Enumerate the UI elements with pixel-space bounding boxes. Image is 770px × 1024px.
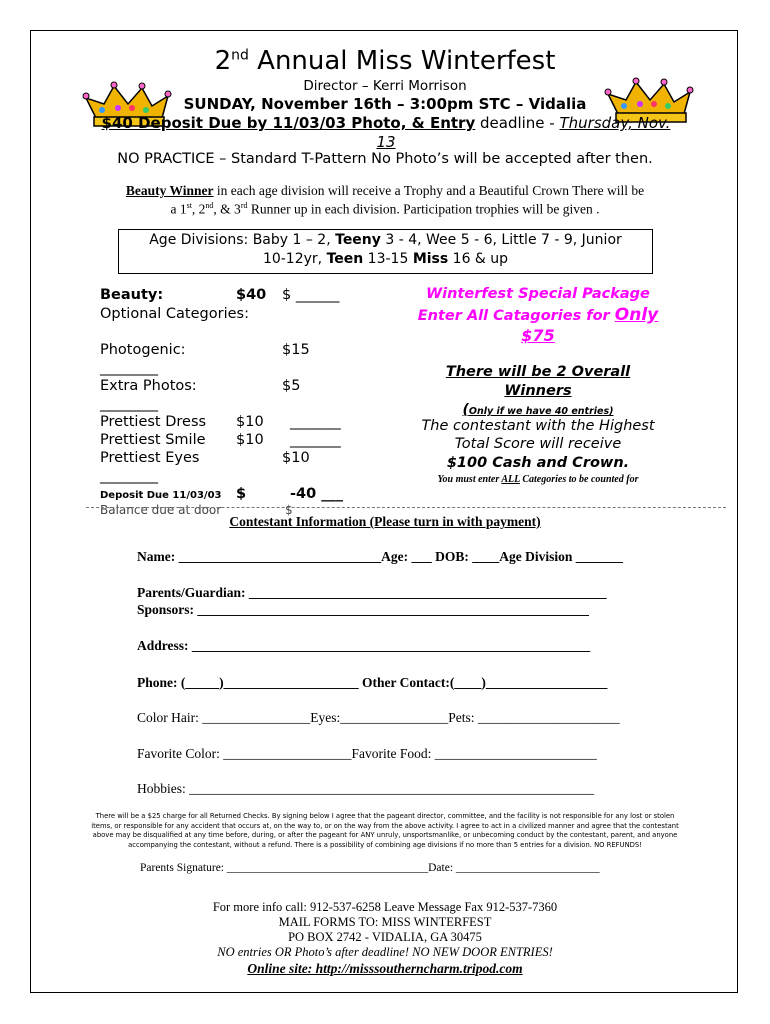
deposit-amount: -40 ___ (290, 486, 343, 502)
special-package-title: Winterfest Special Package (426, 286, 650, 302)
prettiest-dress-label: Prettiest Dress (100, 414, 207, 430)
optional-categories-label: Optional Categories: (100, 306, 249, 322)
extra-photos-label: Extra Photos: (100, 378, 197, 394)
highest-score-line2: Total Score will receive (454, 436, 622, 452)
prettiest-smile-amount-field[interactable]: _______ (290, 432, 341, 448)
balance-due-clipped: Balance due at door (100, 503, 222, 517)
director-line: Director – Kerri Morrison (303, 78, 467, 94)
prettiest-eyes-price: $10 (282, 450, 310, 466)
no-entries-line: NO entries OR Photo’s after deadline! NO NEW DOOR ENTRIES! (217, 945, 553, 959)
online-site-link[interactable]: Online site: http://misssoutherncharm.tripod.com (247, 961, 523, 976)
prettiest-smile-label: Prettiest Smile (100, 432, 206, 448)
deposit-deadline: $40 Deposit Due by 11/03/03 Photo, & Entry deadline - Thursday, Nov. 13 (101, 114, 671, 151)
overall-winners-note: (Only if we have 40 entries) (462, 402, 614, 418)
page-title: 2nd Annual Miss Winterfest (214, 46, 556, 76)
no-practice-line: NO PRACTICE – Standard T-Pattern No Photo’s will be accepted after then. (117, 151, 653, 167)
prettiest-smile-price: $10 (236, 432, 264, 448)
deposit-due-label: Deposit Due 11/03/03 (100, 490, 222, 501)
beauty-label: Beauty: (100, 287, 164, 303)
overall-winners-line2: Winners (504, 383, 572, 399)
cash-and-crown: $100 Cash and Crown. (446, 455, 630, 471)
favorites-row[interactable]: Favorite Color: ___________________Favorite Food: ________________________ (137, 746, 597, 761)
highest-score-line1: The contestant with the Highest (421, 418, 655, 434)
extra-photos-amount-field[interactable]: ________ (100, 396, 158, 412)
parents-guardian-field[interactable]: Parents/Guardian: _____________________________________________________ (137, 585, 607, 600)
photogenic-amount-field[interactable]: ________ (100, 360, 158, 376)
age-divisions-line2: 10-12yr, Teen 13-15 Miss 16 & up (262, 251, 509, 267)
prettiest-eyes-label: Prettiest Eyes (100, 450, 200, 466)
address-field[interactable]: Address: ___________________________________________________________ (137, 638, 591, 653)
beauty-amount-field[interactable]: $ ______ (282, 287, 340, 303)
hobbies-field[interactable]: Hobbies: ____________________________________________________________ (137, 781, 595, 796)
legal-disclaimer: There will be a $25 charge for all Returned Checks. By signing below I agree that the pageant director, committee, and the facility is not responsible for any lost or stolen items, or responsible for any accident that occurs at, on the way to, or on the way from the above activity. I agree to act in a civilized manner and agree that the contestant above may be disqualified at any time before, during, or after the pageant for ANY unruly, unsportsmanlike, or unbecoming conduct by the contestant, parent, and anyone accompanying the contestant, without a refund. There is a possibility of combining age divisions if no more than 5 entries for a division. NO REFUNDS! (91, 812, 679, 849)
cut-line-divider (86, 507, 726, 508)
prettiest-eyes-amount-field[interactable]: ________ (100, 468, 158, 484)
age-divisions-line1: Age Divisions: Baby 1 – 2, Teeny 3 - 4, Wee 5 - 6, Little 7 - 9, Junior (149, 232, 622, 248)
deposit-dollar: $ (236, 486, 247, 502)
prettiest-dress-amount-field[interactable]: _______ (290, 414, 341, 430)
beauty-price: $40 (236, 287, 267, 303)
mail-forms-line: MAIL FORMS TO: MISS WINTERFEST (278, 915, 492, 929)
prettiest-dress-price: $10 (236, 414, 264, 430)
hair-eyes-pets-row[interactable]: Color Hair: ________________Eyes:________________Pets: _____________________ (137, 710, 620, 725)
beauty-winner-line1: Beauty Winner in each age division will receive a Trophy and a Beautiful Crown There will be (125, 183, 645, 198)
sponsors-field[interactable]: Sponsors: __________________________________________________________ (137, 602, 589, 617)
extra-photos-price: $5 (282, 378, 301, 394)
contestant-info-heading: Contestant Information (Please turn in with payment) (229, 514, 541, 529)
name-age-dob-row[interactable]: Name: ______________________________Age: ___ DOB: ____Age Division _______ (137, 549, 623, 564)
must-enter-all-note: You must enter ALL Categories to be counted for (437, 474, 639, 485)
parents-signature-row[interactable]: Parents Signature: ___________________________________Date: _________________________ (140, 862, 600, 874)
photogenic-label: Photogenic: (100, 342, 186, 358)
photogenic-price: $15 (282, 342, 310, 358)
balance-dollar-clipped: $ (285, 503, 293, 517)
po-box-line: PO BOX 2742 - VIDALIA, GA 30475 (288, 930, 482, 944)
overall-winners-line1: There will be 2 Overall (445, 364, 631, 380)
special-package-price: $75 (521, 326, 555, 345)
beauty-winner-line2: a 1st, 2nd, & 3rd Runner up in each division. Participation trophies will be given . (170, 201, 600, 217)
event-date-line: SUNDAY, November 16th – 3:00pm STC – Vidalia (183, 95, 587, 113)
phone-contact-row[interactable]: Phone: (_____)____________________ Other Contact:(____)__________________ (137, 675, 608, 690)
contact-info-line: For more info call: 912-537-6258 Leave Message Fax 912-537-7360 (212, 900, 558, 914)
special-package-line: Enter All Catagories for Only (417, 305, 659, 325)
